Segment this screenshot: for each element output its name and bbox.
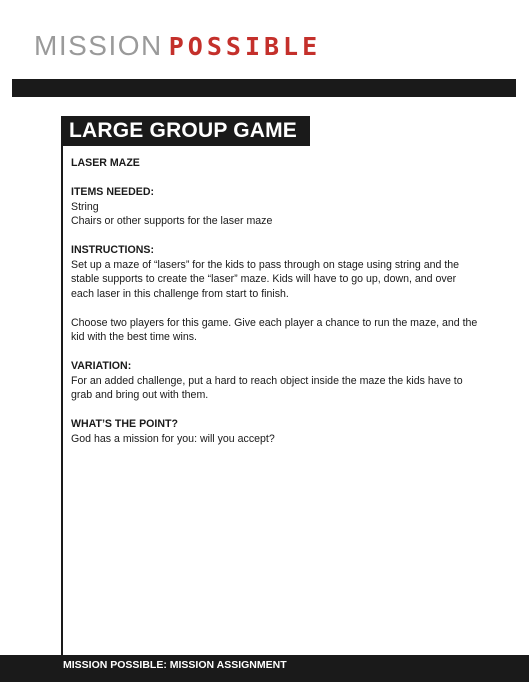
instructions-paragraph-2: Choose two players for this game. Give each player a chance to run the maze, and the kid with the best time wins.	[71, 316, 478, 343]
footer-title: MISSION POSSIBLE: MISSION ASSIGNMENT	[63, 659, 287, 671]
point-text: God has a mission for you: will you accept?	[71, 432, 275, 445]
variation-heading: VARIATION:	[71, 360, 132, 372]
instructions-heading: INSTRUCTIONS:	[71, 244, 154, 256]
game-content	[71, 156, 481, 446]
variation-text: For an added challenge, put a hard to reach object inside the maze the kids have to grab and bring out with them.	[71, 374, 463, 401]
section-title: LARGE GROUP GAME	[61, 116, 310, 146]
logo-word-possible: POSSIBLE	[168, 31, 322, 61]
item-chairs: Chairs or other supports for the laser maze	[71, 215, 273, 227]
items-heading: ITEMS NEEDED:	[71, 186, 154, 198]
left-margin-rule	[61, 116, 63, 656]
header-bar	[12, 79, 516, 97]
item-string: String	[71, 200, 99, 213]
mission-possible-logo	[34, 30, 321, 62]
logo-word-mission: MISSION	[34, 30, 163, 61]
point-heading: WHAT’S THE POINT?	[71, 418, 178, 430]
game-name: LASER MAZE	[71, 157, 140, 169]
instructions-paragraph-1: Set up a maze of “lasers” for the kids to pass through on stage using string and the stable supports to create the “laser” maze. Kids will have to go up, down, and over each laser in this challenge from start to finish.	[71, 258, 460, 300]
